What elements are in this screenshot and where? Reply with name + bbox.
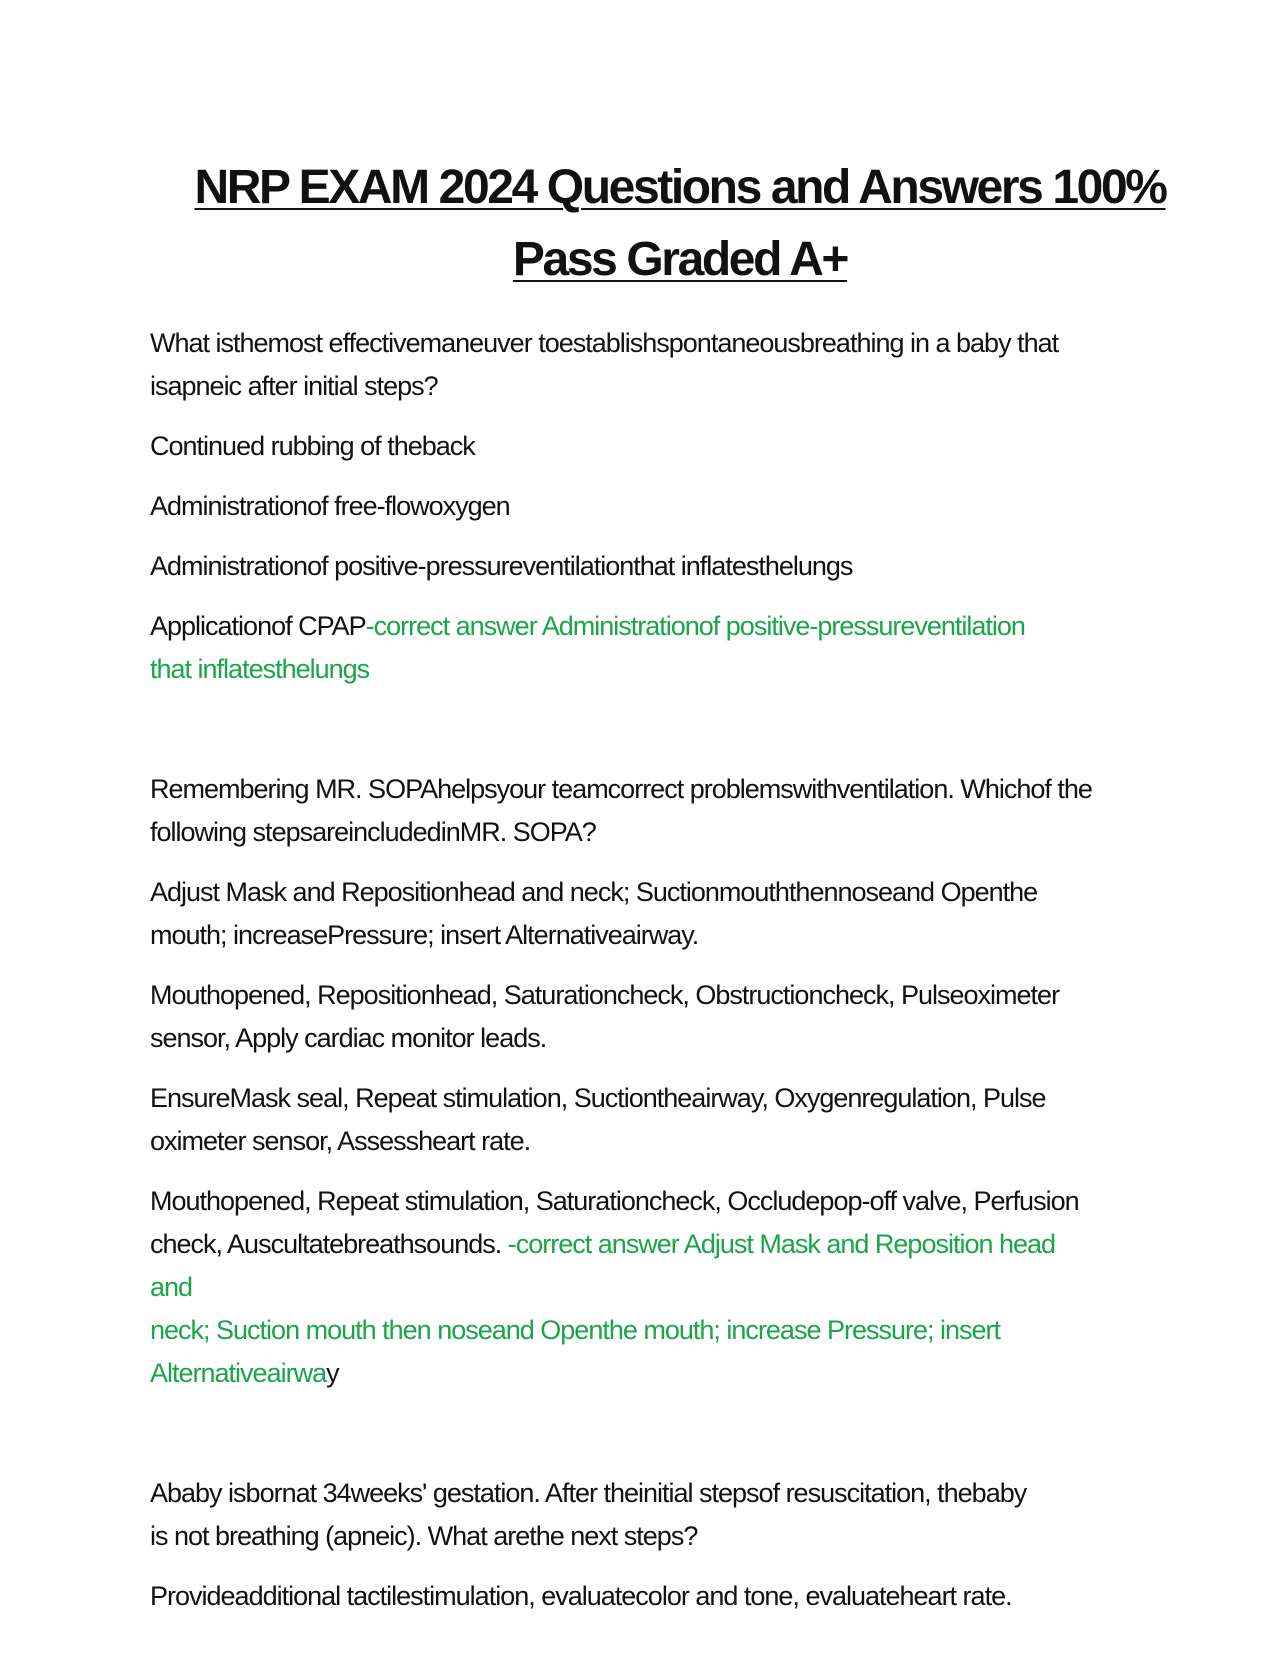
q1-option-4-line [150,605,1025,648]
q1-option-2 [150,485,1140,528]
q2-option-1-line-1: Adjust Mask and Repositionhead and neck; Suctionmouththennoseand Openthe [150,877,1038,907]
question-3-line-2: is not breathing (apneic). What arethe next steps? [150,1521,698,1551]
q1-option-1 [150,425,1140,468]
q2-option-1-line-2: mouth; increasePressure; insert Alternativeairway. [150,920,699,950]
q2-option-4-with-answer [150,1180,1140,1395]
q1-correct-answer-line-1: -correct answer Administrationof positive-pressureventilation [365,611,1025,641]
q2-option-2 [150,974,1140,1060]
question-2-line-1: Remembering MR. SOPAhelpsyour teamcorrect problemswithventilation. Whichof the [150,774,1092,804]
q2-option-1 [150,871,1140,957]
question-2-line-2: following stepsareincludedinMR. SOPA? [150,817,596,847]
q2-option-4-line-1: Mouthopened, Repeat stimulation, Saturationcheck, Occludepop-off valve, Perfusion [150,1186,1079,1216]
q2-option-4-line-2-text: check, Auscultatebreathsounds. [150,1229,502,1259]
section-gap [150,1412,1140,1472]
q2-option-2-line-2: sensor, Apply cardiac monitor leads. [150,1023,547,1053]
question-3 [150,1472,1140,1558]
q3-option-1 [150,1575,1140,1618]
q2-option-3 [150,1077,1140,1163]
q1-option-4-with-answer [150,605,1140,691]
title-line-1: NRP EXAM 2024 Questions and Answers 100% [194,161,1166,214]
q2-option-3-line-1: EnsureMask seal, Repeat stimulation, Suctiontheairway, Oxygenregulation, Pulse [150,1083,1046,1113]
q1-option-1-text: Continued rubbing of theback [150,431,475,461]
title-line-2: Pass Graded A+ [512,233,848,286]
question-1-line-1: What isthemost effectivemaneuver toestablishspontaneousbreathing in a baby that [150,328,1059,358]
q1-correct-answer-line-2: that inflatesthelungs [150,654,370,684]
section-gap [150,708,1140,768]
q3-option-1-text: Provideadditional tactilestimulation, evaluatecolor and tone, evaluateheart rate. [150,1581,1012,1611]
question-1 [150,322,1140,408]
q2-correct-answer-part-4: Alternativeairwa [150,1358,327,1388]
q1-option-3 [150,545,1140,588]
q2-correct-answer-part-2: and [150,1272,193,1302]
question-3-line-1: Ababy isbornat 34weeks' gestation. After theinitial stepsof resuscitation, thebaby [150,1478,1027,1508]
q2-option-2-line-1: Mouthopened, Repositionhead, Saturationcheck, Obstructioncheck, Pulseoximeter [150,980,1060,1010]
question-2 [150,768,1140,854]
q2-option-4-line-2 [150,1223,1055,1266]
document-body [150,322,1140,1635]
q2-correct-answer-part-1: -correct answer Adjust Mask and Reposition head [501,1229,1056,1259]
q2-answer-tail: y [326,1358,339,1388]
q1-option-3-text: Administrationof positive-pressureventilationthat inflatesthelungs [150,551,853,581]
q1-option-2-text: Administrationof free-flowoxygen [150,491,510,521]
q2-option-3-line-2: oximeter sensor, Assessheart rate. [150,1126,531,1156]
q2-correct-answer-last-line [150,1352,339,1395]
question-1-line-2: isapneic after initial steps? [150,371,438,401]
document-title [150,152,1210,296]
q2-correct-answer-part-3: neck; Suction mouth then noseand Openthe mouth; increase Pressure; insert [150,1315,1001,1345]
q1-option-4-text: Applicationof CPAP [150,611,366,641]
